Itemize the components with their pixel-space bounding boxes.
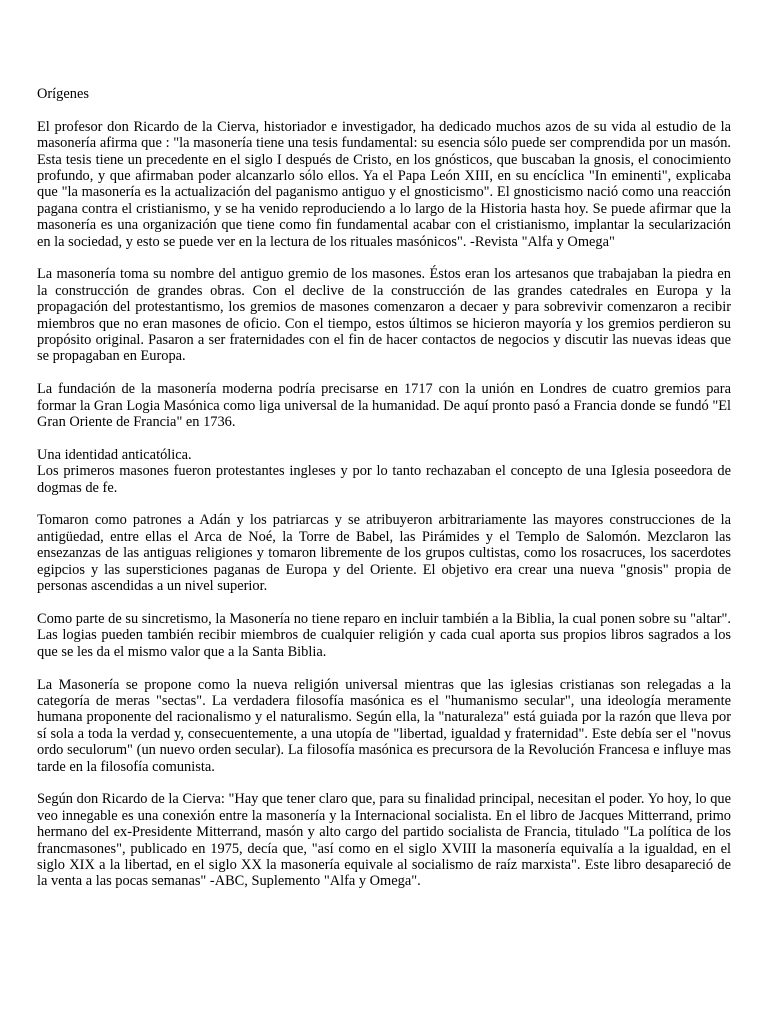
paragraph-foundation: La fundación de la masonería moderna podría precisarse en 1717 con la unión en Londres de cuatro gremios para formar la Gran Logia Masónica como liga universal de la humanidad. De aquí pronto pasó a Francia donde se fundó "El Gran Oriente de Francia" en 1736. <box>37 381 731 431</box>
section-heading: Una identidad anticatólica. <box>37 446 192 463</box>
document-title: Orígenes <box>37 86 89 102</box>
paragraph-origin-name: La masonería toma su nombre del antiguo gremio de los masones. Éstos eran los artesanos que trabajaban la piedra en la construcción de grandes obras. Con el declive de la construcción de las grandes catedrales en Europa y la propagación del protestantismo, los gremios de masones comenzaron a decaer y para sobrevivir comenzaron a recibir miembros que no eran masones de oficio. Con el tiempo, estos últimos se hicieron mayoría y los gremios perdieron su propósito original. Pasaron a ser fraternidades con el fin de hacer contactos de negocios y discutir las nuevas ideas que se propagaban en Europa. <box>37 266 731 365</box>
paragraph-cierva-intro: El profesor don Ricardo de la Cierva, historiador e investigador, ha dedicado muchos azos de su vida al estudio de la masonería afirma que : "la masonería tiene una tesis fundamental: su esencia sólo puede ser comprendida por un masón. Esta tesis tiene un precedente en el siglo I después de Cristo, en los gnósticos, que buscaban la gnosis, el conocimiento profundo, y que afirmaban poder alcanzarlo sólo ellos. Ya el Papa León XIII, en su encíclica "In eminenti", explicaba que "la masonería es la actualización del paganismo antiguo y el gnosticismo". El gnosticismo nació como una reacción pagana contra el cristianismo, y se ha venido reproduciendo a lo largo de la Historia hasta hoy. Se puede afirmar que la masonería es una organización que tiene como fin fundamental acabar con el cristianismo, implantar la secularización en la sociedad, y esto se puede ver en la lectura de los rituales masónicos". -Revista "Alfa y Omega" <box>37 118 731 250</box>
paragraph-universal-religion: La Masonería se propone como la nueva religión universal mientras que las iglesias cristianas son relegadas a la categoría de meras "sectas". La verdadera filosofía masónica es el "humanismo secular", una ideología meramente humana proponente del racionalismo y el naturalismo. Según ella, la "naturaleza" está guiada por la razón que lleva por sí sola a toda la verdad y, consecuentemente, a una utopía de "libertad, igualdad y fraternidad". Este debía ser el "novus ordo seculorum" (un nuevo orden secular). La filosofía masónica es precursora de la Revolución Francesa e influye mas tarde en la filosofía comunista. <box>37 676 731 775</box>
paragraph-patrons: Tomaron como patrones a Adán y los patriarcas y se atribuyeron arbitrariamente las mayores construcciones de la antigüedad, entre ellas el Arca de Noé, la Torre de Babel, las Pirámides y el Templo de Salomón. Mezclaron las ensezanzas de las antiguas religiones y tomaron libremente de los grupos cultistas, como los rosacruces, los sacerdotes egipcios y las supersticiones paganas de Europa y del Oriente. El objetivo era crear una nueva "gnosis" propia de personas ascendidas a un nivel superior. <box>37 512 731 595</box>
paragraph-protestants: Los primeros masones fueron protestantes ingleses y por lo tanto rechazaban el concepto de una Iglesia poseedora de dogmas de fe. <box>37 463 731 496</box>
section-anticatholic <box>37 447 731 496</box>
document-page <box>37 86 731 906</box>
paragraph-power-socialism: Según don Ricardo de la Cierva: "Hay que tener claro que, para su finalidad principal, necesitan el poder. Yo hoy, lo que veo innegable es una conexión entre la masonería y la Internacional socialista. En el libro de Jacques Mitterrand, primo hermano del ex-Presidente Mitterrand, masón y alto cargo del partido socialista de Francia, titulado "La política de los francmasones", publicado en 1975, decía que, "así como en el siglo XVIII la masonería equivalía a la igualdad, en el siglo XIX a la libertad, en el siglo XX la masonería equivale al socialismo de raíz marxista". Este libro desapareció de la venta a las pocas semanas" -ABC, Suplemento "Alfa y Omega". <box>37 791 731 890</box>
paragraph-syncretism: Como parte de su sincretismo, la Masonería no tiene reparo en incluir también a la Biblia, la cual ponen sobre su "altar". Las logias pueden también recibir miembros de cualquier religión y cada cual aporta sus propios libros sagrados a los que se les da el mismo valor que a la Santa Biblia. <box>37 610 731 660</box>
